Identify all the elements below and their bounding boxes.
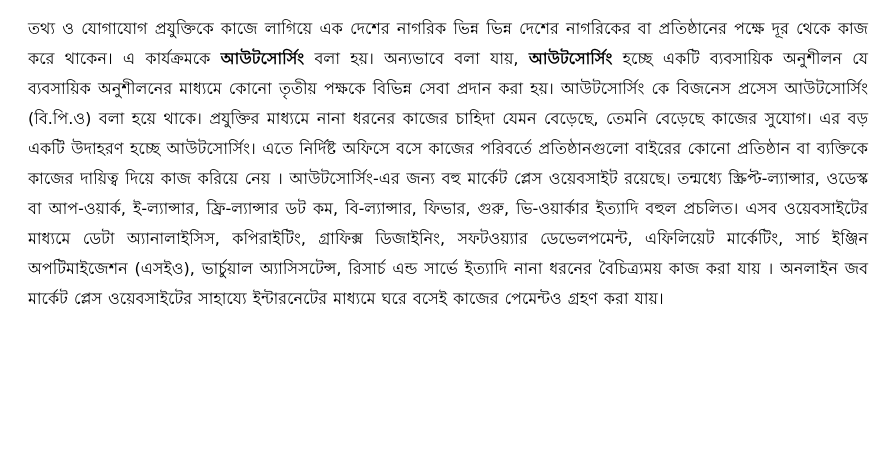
paragraph-rest-text: হচ্ছে একটি ব্যবসায়িক অনুশীলন যে ব্যবসায়িক অনুশীলনের মাধ্যমে কোনো তৃতীয় পক্ষকে বিভিন্ন সেবা প্রদান করা হয়। আউটসোর্সিং কে বিজনেস প্রসেস আউটসোর্সিং (বি.পি.ও) বলা হয়ে থাকে। প্রযুক্তির মাধ্যমে নানা ধরনের কাজের চাহিদা যেমন বেড়েছে, তেমনি বেড়েছে কাজের সুযোগ। এর বড় একটি উদাহরণ হচ্ছে আউটসোর্সিং। এতে নির্দিষ্ট অফিসে বসে কাজের পরিবর্তে প্রতিষ্ঠানগুলো বাইরের কোনো প্রতিষ্ঠান বা ব্যক্তিকে কাজের দায়িত্ব দিয়ে কাজ করিয়ে নেয় । আউটসোর্সিং-এর জন্য বহু মার্কেট প্লেস ওয়েবসাইট রয়েছে। তন্মধ্যে স্ক্রিপ্ট-ল্যান্সার, ওডেস্ক বা আপ-ওয়ার্ক, ই-ল্যান্সার, ফ্রি-ল্যান্সার ডট কম, বি-ল্যান্সার, ফিভার, গুরু, ভি-ওয়ার্কার ইত্যাদি বহুল প্রচলিত। এসব ওয়েবসাইটের মাধ্যমে ডেটা অ্যানালাইসিস, কপিরাইটিং, গ্রাফিক্স ডিজাইনিং, সফটওয়্যার ডেভেলপমেন্ট, এফিলিয়েট মার্কেটিং, সার্চ ইঞ্জিন অপটিমাইজেশন (এসইও), ভার্চুয়াল অ্যাসিসটেন্স, রিসার্চ এন্ড সার্ভে ইত্যাদি নানা ধরনের বৈচিত্র্যময় কাজ করা যায় । অনলাইন জব মার্কেট প্লেস ওয়েবসাইটের সাহায্যে ইন্টারনেটের মাধ্যমে ঘরে বসেই কাজের পেমেন্টও গ্রহণ করা যায়।: [28, 49, 868, 308]
bold-term-outsourcing-2: আউটসোর্সিং: [528, 49, 613, 68]
paragraph-intro-text: তথ্য ও যোগাযোগ প্রযুক্তিকে কাজে লাগিয়ে এক দেশের নাগরিক ভিন্ন ভিন্ন দেশের নাগরিকের বা প্রতিষ্ঠানের পক্ষে দূর থেকে কাজ করে থাকেন। এ কার্যক্রমকে: [28, 19, 868, 68]
paragraph-mid-text: বলা হয়। অন্যভাবে বলা যায়,: [304, 49, 529, 68]
bold-term-outsourcing-1: আউটসোর্সিং: [220, 49, 305, 68]
body-paragraph: [28, 14, 868, 314]
